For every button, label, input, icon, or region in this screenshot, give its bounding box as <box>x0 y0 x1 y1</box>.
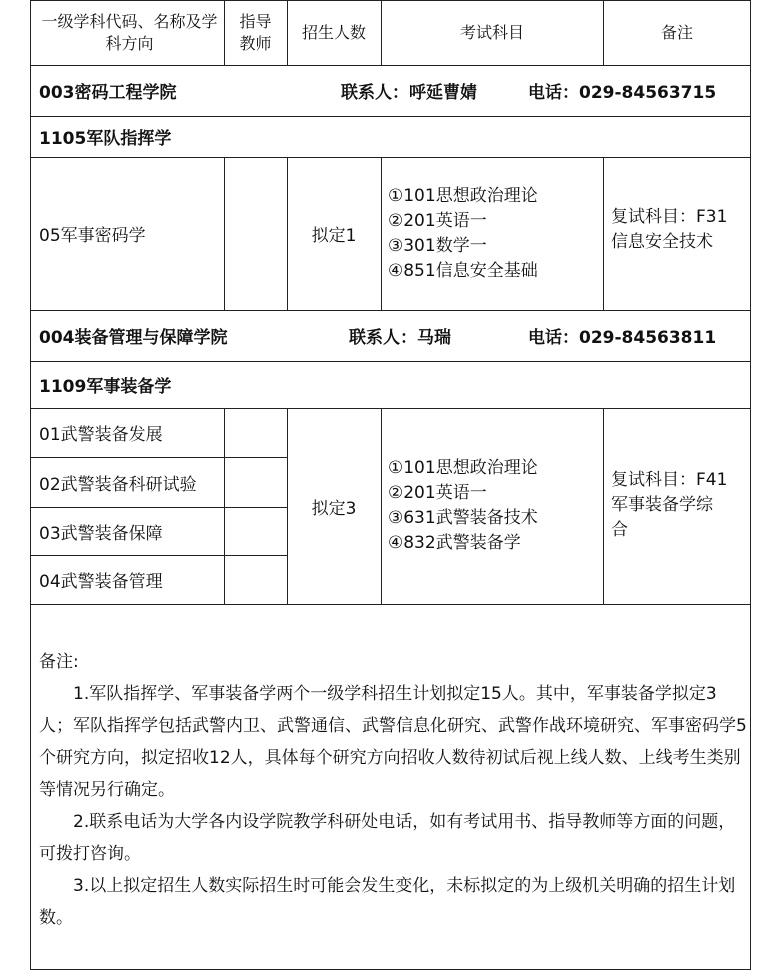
direction-text: 01武警装备发展 <box>39 425 163 445</box>
direction-text: 05军事密码学 <box>39 226 146 246</box>
header-enrollment-text: 招生人数 <box>301 23 366 42</box>
col-divider <box>603 408 604 604</box>
header-enrollment <box>287 1 381 65</box>
exam-subjects-cell <box>388 157 603 310</box>
exam-subject: ①101思想政治理论 <box>388 185 538 206</box>
exam-subject: ①101思想政治理论 <box>388 458 538 478</box>
admissions-table <box>30 0 751 970</box>
discipline-title <box>39 361 439 408</box>
header-exams <box>381 1 603 65</box>
college-contact-text: 联系人：马瑞 <box>349 328 451 348</box>
exam-subjects-list <box>388 456 538 556</box>
exam-subject: ④832武警装备学 <box>388 533 521 553</box>
note-item: 2.联系电话为大学各内设学院教学科研处电话，如有考试用书、指导教师等方面的问题，可拨打咨询。 <box>39 812 736 864</box>
header-remark-text: 备注 <box>660 23 693 42</box>
direction-cell <box>39 408 224 457</box>
enrollment-cell <box>287 157 381 310</box>
notes-title: 备注: <box>39 652 79 672</box>
college-phone <box>528 310 748 361</box>
remark-lines <box>611 205 727 255</box>
note-item: 1.军队指挥学、军事装备学两个一级学科招生计划拟定15人。其中，军事装备学拟定3人；军队指挥学包括武警内卫、武警通信、武警信息化研究、武警作战环境研究、军事密码学5个研究方向，拟定招收12人，具体每个研究方向招收人数待初试后视上线人数、上线考生类别等情况另行确定。 <box>39 684 747 800</box>
college-name <box>39 310 339 361</box>
header-discipline-text: 一级学科代码、名称及学科方向 <box>41 12 218 53</box>
college-phone <box>528 65 748 116</box>
row-divider <box>31 604 751 605</box>
college-contact <box>341 65 531 116</box>
direction-text: 04武警装备管理 <box>39 572 163 592</box>
col-divider <box>381 157 382 310</box>
direction-cell <box>39 157 224 310</box>
remark-line: 合 <box>611 520 628 540</box>
college-contact-text: 联系人：呼延曹婧 <box>341 83 477 103</box>
col-divider <box>381 408 382 604</box>
discipline-title-text: 1109军事装备学 <box>39 377 172 397</box>
col-divider <box>224 157 225 310</box>
remark-line: 信息安全技术 <box>611 232 713 252</box>
college-phone-text: 电话：029-84563811 <box>528 328 717 348</box>
college-name-text: 003密码工程学院 <box>39 83 177 103</box>
col-divider <box>603 157 604 310</box>
exam-subject: ③301数学一 <box>388 235 487 256</box>
enrollment-cell <box>287 408 381 604</box>
header-discipline <box>35 1 224 65</box>
header-supervisor-text: 指导教师 <box>239 12 272 53</box>
college-name-text: 004装备管理与保障学院 <box>39 328 228 348</box>
enrollment-text: 拟定1 <box>311 226 357 246</box>
exam-subjects-cell <box>388 408 603 604</box>
remark-line: 复试科目：F31 <box>611 207 728 227</box>
exam-subject: ②201英语一 <box>388 483 487 503</box>
direction-cell <box>39 555 224 604</box>
direction-cell <box>39 457 224 507</box>
remark-cell <box>611 157 751 310</box>
direction-cell <box>39 507 224 555</box>
header-supervisor <box>224 1 287 65</box>
college-phone-text: 电话：029-84563715 <box>528 83 717 103</box>
remark-line: 复试科目：F41 <box>611 470 728 490</box>
direction-text: 02武警装备科研试验 <box>39 474 197 495</box>
discipline-title <box>39 116 439 157</box>
note-item: 3.以上拟定招生人数实际招生时可能会发生变化，未标拟定的为上级机关明确的招生计划数。 <box>39 876 736 928</box>
header-remark <box>603 1 751 65</box>
remark-lines <box>611 468 727 543</box>
col-divider <box>224 408 225 604</box>
discipline-title-text: 1105军队指挥学 <box>39 129 172 149</box>
header-exams-text: 考试科目 <box>459 23 524 42</box>
exam-subjects-list <box>388 184 538 284</box>
college-name <box>39 65 339 116</box>
college-contact <box>349 310 529 361</box>
direction-text: 03武警装备保障 <box>39 523 163 544</box>
remark-cell <box>611 408 751 604</box>
exam-subject: ②201英语一 <box>388 210 487 231</box>
exam-subject: ④851信息安全基础 <box>388 260 538 281</box>
exam-subject: ③631武警装备技术 <box>388 508 538 528</box>
enrollment-text: 拟定3 <box>311 498 357 519</box>
remark-line: 军事装备学综 <box>611 495 713 515</box>
notes-section <box>39 646 747 934</box>
